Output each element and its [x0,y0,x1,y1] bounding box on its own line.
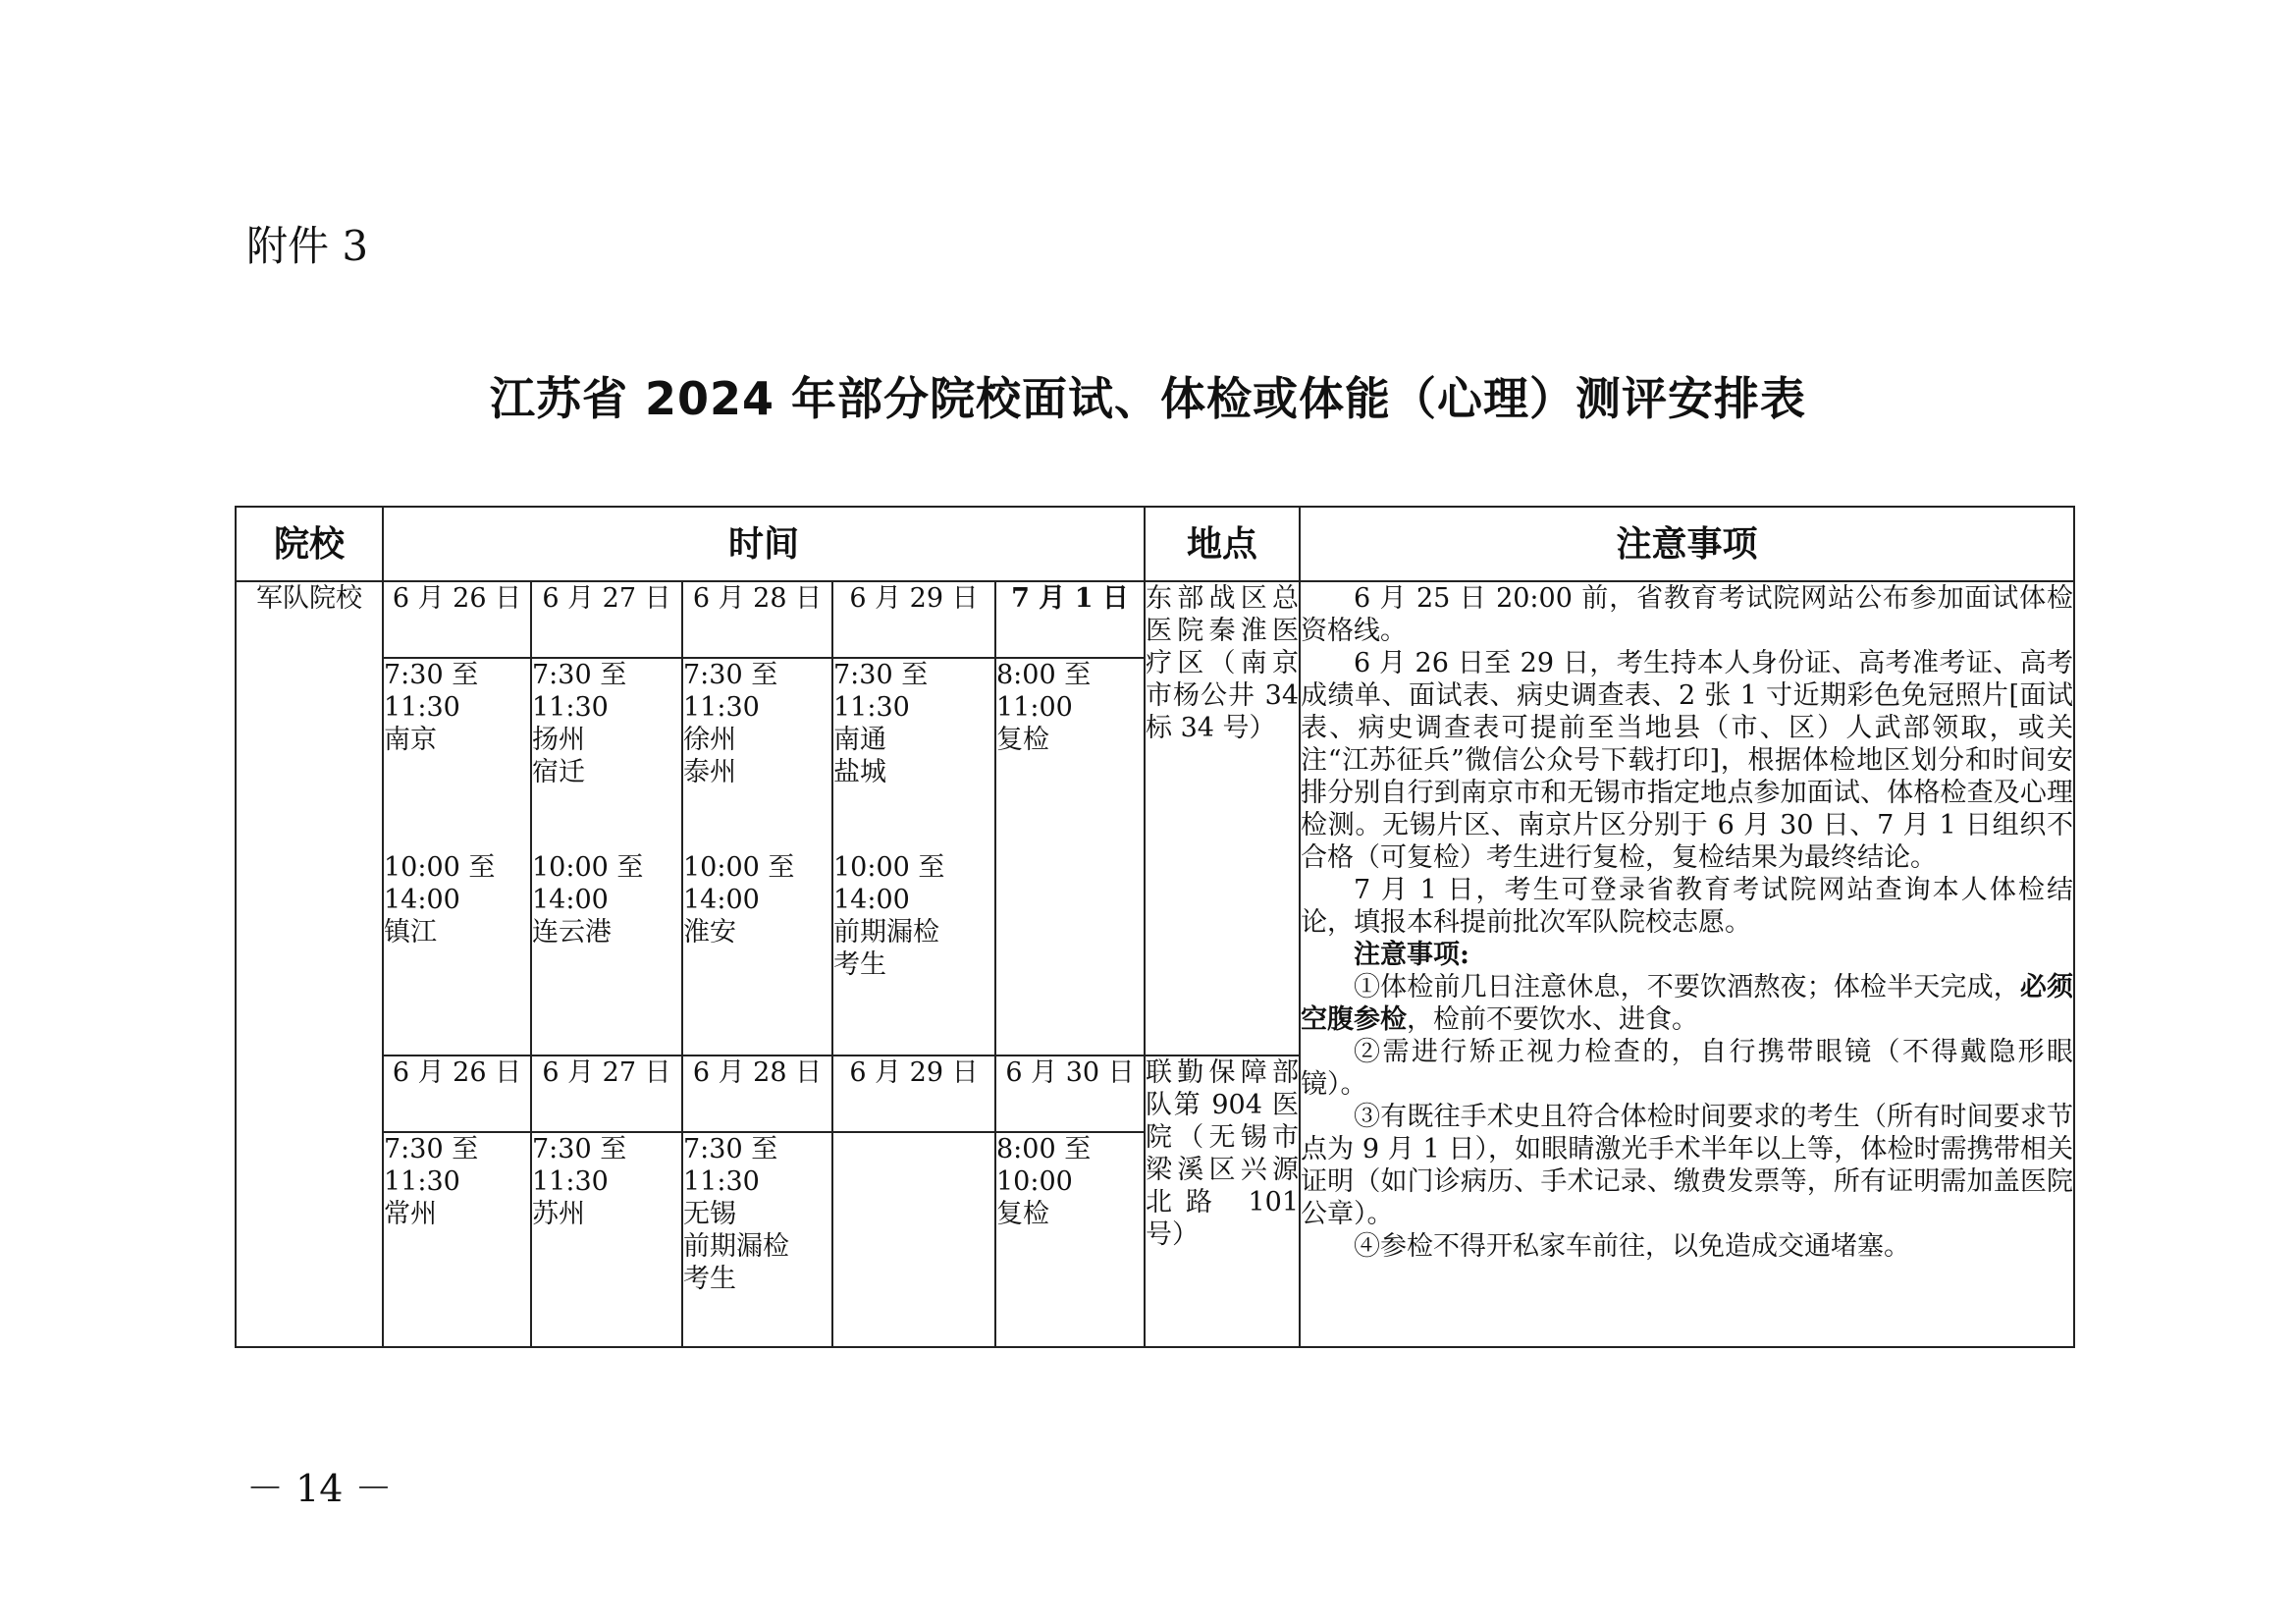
region: 盐城 [833,757,886,787]
table-header-row [236,507,2074,581]
page-number: － 14 － [246,1467,393,1510]
time-end: 11:30 [833,692,910,723]
time-end: 11:00 [996,692,1073,723]
date-cell: 6 月 30 日 [995,1056,1145,1132]
date-cell: 6 月 26 日 [383,581,531,658]
date-cell: 6 月 29 日 [832,1056,995,1132]
region: 南通 [833,725,886,755]
date-cell: 6 月 26 日 [383,1056,531,1132]
time-end: 14:00 [384,885,460,915]
time-start: 10:00 至 [683,852,795,883]
table-row [236,581,2074,658]
time-end: 11:30 [683,692,760,723]
region: 前期漏检 [683,1231,789,1262]
time-start: 7:30 至 [532,660,627,690]
time-start: 8:00 至 [996,660,1092,690]
date-cell: 6 月 28 日 [682,581,832,658]
region: 淮安 [683,917,736,947]
region: 前期漏检 [833,917,939,947]
notes-paragraph: 7 月 1 日，考生可登录省教育考试院网站查询本人体检结论，填报本科提前批次军队院校志愿。 [1301,875,2074,938]
region: 南京 [384,725,437,755]
region: 考生 [833,949,886,980]
time-end: 11:30 [683,1166,760,1197]
header-location: 地点 [1145,507,1300,581]
region: 镇江 [384,917,437,947]
time-slot-cell [995,658,1145,1056]
time-slot-cell [383,658,531,1056]
region: 复检 [996,725,1049,755]
time-slot-cell [383,1132,531,1347]
date-cell: 6 月 27 日 [531,1056,682,1132]
schedule-table [235,506,2075,1348]
time-end: 14:00 [532,885,609,915]
time-slot-cell-empty [832,1132,995,1347]
time-slot-cell [531,1132,682,1347]
time-slot-cell [682,658,832,1056]
notes-heading: 注意事项: [1354,940,1469,970]
time-end: 11:30 [384,692,460,723]
time-end: 11:30 [384,1166,460,1197]
location-cell: 东部战区总医院秦淮医疗区（南京市杨公井 34 标 34 号） [1145,581,1300,1056]
notes-item: ③有既往手术史且符合体检时间要求的考生（所有时间要求节点为 9 月 1 日），如眼睛激光手术半年以上等，体检时需携带相关证明（如门诊病历、手术记录、缴费发票等，所有证明需加盖医院公章）。 [1301,1102,2074,1229]
notes-item [1301,971,2073,1036]
date-cell: 6 月 27 日 [531,581,682,658]
region: 无锡 [683,1199,736,1229]
notes-paragraph: 6 月 25 日 20:00 前，省教育考试院网站公布参加面试体检资格线。 [1301,583,2074,646]
region: 常州 [384,1199,437,1229]
time-start: 10:00 至 [532,852,644,883]
school-cell: 军队院校 [236,581,383,1347]
time-start: 7:30 至 [384,1134,479,1164]
time-slot-cell [995,1132,1145,1347]
time-start: 7:30 至 [532,1134,627,1164]
time-slot-cell [531,658,682,1056]
time-start: 8:00 至 [996,1134,1092,1164]
notes-item-text: ，检前不要饮水、进食。 [1407,1004,1699,1035]
notes-item: ②需进行矫正视力检查的，自行携带眼镜（不得戴隐形眼镜）。 [1301,1037,2074,1100]
time-start: 7:30 至 [833,660,929,690]
header-time: 时间 [383,507,1145,581]
region: 泰州 [683,757,736,787]
time-slot-cell [682,1132,832,1347]
region: 复检 [996,1199,1049,1229]
time-end: 10:00 [996,1166,1073,1197]
region: 徐州 [683,725,736,755]
time-slot-cell [832,658,995,1056]
region: 苏州 [532,1199,585,1229]
time-start: 10:00 至 [833,852,945,883]
time-start: 7:30 至 [683,1134,778,1164]
notes-cell [1300,581,2074,1347]
notes-paragraph: 6 月 26 日至 29 日，考生持本人身份证、高考准考证、高考成绩单、面试表、病史调查表、2 张 1 寸近期彩色免冠照片[面试表、病史调查表可提前至当地县（市、区）人武部领取，或关注“江苏征兵”微信公众号下载打印]，根据体检地区划分和时间安排分别自行到南京市和无锡市指定地点参加面试、体格检查及心理检测。无锡片区、南京片区分别于 6 月 30 日、7 月 1 日组织不合格（可复检）考生进行复检，复检结果为最终结论。 [1301,648,2074,873]
document-title: 江苏省 2024 年部分院校面试、体检或体能（心理）测评安排表 [489,372,1807,425]
notes-item: ④参检不得开私家车前往，以免造成交通堵塞。 [1354,1231,1911,1262]
time-end: 14:00 [683,885,760,915]
region: 宿迁 [532,757,585,787]
date-cell: 6 月 28 日 [682,1056,832,1132]
header-school: 院校 [236,507,383,581]
time-start: 10:00 至 [384,852,496,883]
time-end: 11:30 [532,692,609,723]
notes-item-text: ①体检前几日注意休息，不要饮酒熬夜；体检半天完成， [1354,972,2020,1002]
date-cell: 6 月 29 日 [832,581,995,658]
time-start: 7:30 至 [683,660,778,690]
notes-emphasis: 必须空腹参检 [1301,972,2074,1035]
time-end: 11:30 [532,1166,609,1197]
region: 考生 [683,1264,736,1294]
annex-label: 附件 3 [246,222,369,270]
region: 扬州 [532,725,585,755]
location-cell: 联勤保障部队第 904 医院（无锡市梁溪区兴源北路 101 号） [1145,1056,1300,1347]
region: 连云港 [532,917,612,947]
time-end: 14:00 [833,885,910,915]
time-start: 7:30 至 [384,660,479,690]
date-cell: 7 月 1 日 [995,581,1145,658]
header-notes: 注意事项 [1300,507,2074,581]
